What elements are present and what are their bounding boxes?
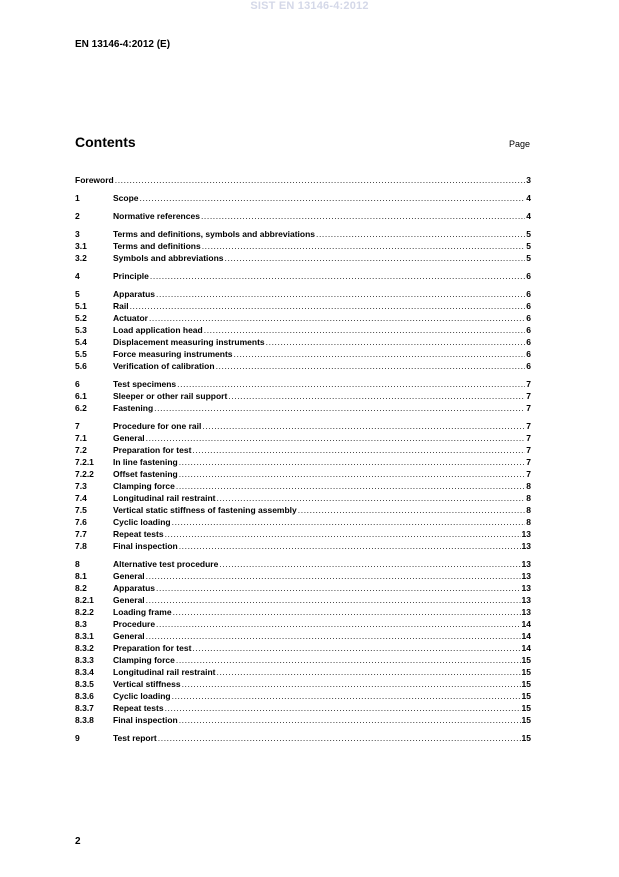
toc-entry-page: 15 bbox=[521, 703, 531, 713]
toc-entry[interactable] bbox=[75, 642, 531, 654]
toc-entry-title: Preparation for test bbox=[113, 445, 192, 455]
toc-entry[interactable] bbox=[75, 402, 531, 414]
toc-entry-number: 7.8 bbox=[75, 541, 87, 551]
toc-entry-number: 5.5 bbox=[75, 349, 87, 359]
toc-entry[interactable] bbox=[75, 390, 531, 402]
toc-entry-page: 13 bbox=[521, 571, 531, 581]
toc-entry-page: 14 bbox=[521, 619, 531, 629]
toc-entry[interactable] bbox=[75, 528, 531, 540]
toc-entry-title: Alternative test procedure bbox=[113, 559, 219, 569]
toc-entry-number: 3.2 bbox=[75, 253, 87, 263]
toc-entry[interactable] bbox=[75, 456, 531, 468]
toc-entry-title: Load application head bbox=[113, 325, 203, 335]
toc-entry[interactable] bbox=[75, 324, 531, 336]
toc-entry-title: In line fastening bbox=[113, 457, 178, 467]
toc-entry[interactable] bbox=[75, 606, 531, 618]
toc-entry-title: Verification of calibration bbox=[113, 361, 215, 371]
toc-entry[interactable] bbox=[75, 618, 531, 630]
toc-entry-title: General bbox=[113, 595, 145, 605]
toc-entry-number: 6.2 bbox=[75, 403, 87, 413]
toc-entry-page: 8 bbox=[526, 481, 531, 491]
toc-entry-number: 8.3 bbox=[75, 619, 87, 629]
toc-leader-dots bbox=[149, 312, 525, 324]
toc-entry-page: 7 bbox=[526, 469, 531, 479]
toc-entry-title: Principle bbox=[113, 271, 149, 281]
toc-entry-number: 7.2.1 bbox=[75, 457, 94, 467]
toc-entry[interactable] bbox=[75, 312, 531, 324]
toc-entry-page: 8 bbox=[526, 493, 531, 503]
toc-leader-dots bbox=[225, 252, 526, 264]
toc-entry-page: 6 bbox=[526, 271, 531, 281]
toc-leader-dots bbox=[179, 540, 521, 552]
toc-entry-number: 8 bbox=[75, 559, 80, 569]
toc-entry[interactable] bbox=[75, 714, 531, 726]
toc-entry[interactable] bbox=[75, 516, 531, 528]
toc-leader-dots bbox=[266, 336, 526, 348]
toc-entry-page: 6 bbox=[526, 325, 531, 335]
toc-entry-title: Force measuring instruments bbox=[113, 349, 233, 359]
toc-entry-title: Displacement measuring instruments bbox=[113, 337, 265, 347]
toc-entry-title: Longitudinal rail restraint bbox=[113, 493, 216, 503]
toc-entry-page: 5 bbox=[526, 229, 531, 239]
toc-leader-dots bbox=[316, 228, 525, 240]
toc-entry-number: 8.3.6 bbox=[75, 691, 94, 701]
toc-entry-page: 3 bbox=[526, 175, 531, 185]
toc-entry-page: 15 bbox=[521, 679, 531, 689]
toc-leader-dots bbox=[172, 516, 526, 528]
toc-entry-page: 7 bbox=[526, 457, 531, 467]
toc-leader-dots bbox=[154, 402, 525, 414]
toc-entry-page: 7 bbox=[526, 391, 531, 401]
toc-leader-dots bbox=[179, 714, 521, 726]
toc-entry-title: Foreword bbox=[75, 175, 114, 185]
toc-entry-number: 8.3.1 bbox=[75, 631, 94, 641]
toc-entry-number: 2 bbox=[75, 211, 80, 221]
toc-entry-number: 5.2 bbox=[75, 313, 87, 323]
toc-leader-dots bbox=[192, 444, 525, 456]
toc-entry[interactable] bbox=[75, 678, 531, 690]
toc-entry-title: Apparatus bbox=[113, 289, 156, 299]
toc-entry-title: Vertical stiffness bbox=[113, 679, 181, 689]
toc-entry-page: 7 bbox=[526, 433, 531, 443]
toc-entry-page: 7 bbox=[526, 379, 531, 389]
toc-entry[interactable] bbox=[75, 378, 531, 390]
toc-entry-page: 13 bbox=[521, 607, 531, 617]
toc-entry-number: 8.3.2 bbox=[75, 643, 94, 653]
toc-entry-number: 7.1 bbox=[75, 433, 87, 443]
toc-leader-dots bbox=[234, 348, 526, 360]
toc-entry-page: 5 bbox=[526, 241, 531, 251]
toc-entry-title: Terms and definitions bbox=[113, 241, 201, 251]
toc-entry-title: General bbox=[113, 631, 145, 641]
toc-entry[interactable] bbox=[75, 480, 531, 492]
toc-entry-number: 7.4 bbox=[75, 493, 87, 503]
toc-entry[interactable] bbox=[75, 240, 531, 252]
toc-entry[interactable] bbox=[75, 210, 531, 222]
toc-leader-dots bbox=[219, 558, 520, 570]
toc-entry-number: 9 bbox=[75, 733, 80, 743]
toc-entry-title: Symbols and abbreviations bbox=[113, 253, 224, 263]
toc-entry-number: 5.6 bbox=[75, 361, 87, 371]
table-of-contents bbox=[75, 174, 531, 744]
toc-entry-number: 8.3.3 bbox=[75, 655, 94, 665]
toc-entry[interactable] bbox=[75, 540, 531, 552]
toc-leader-dots bbox=[204, 324, 526, 336]
toc-leader-dots bbox=[179, 468, 526, 480]
toc-entry-page: 4 bbox=[526, 193, 531, 203]
toc-entry-title: Repeat tests bbox=[113, 529, 164, 539]
toc-entry-page: 13 bbox=[521, 559, 531, 569]
toc-entry-page: 4 bbox=[526, 211, 531, 221]
toc-entry-title: Repeat tests bbox=[113, 703, 164, 713]
toc-entry-page: 5 bbox=[526, 253, 531, 263]
toc-entry[interactable] bbox=[75, 432, 531, 444]
toc-entry-title: General bbox=[113, 433, 145, 443]
toc-entry-page: 7 bbox=[526, 421, 531, 431]
toc-entry[interactable] bbox=[75, 360, 531, 372]
toc-entry-title: Rail bbox=[113, 301, 129, 311]
toc-entry-page: 6 bbox=[526, 361, 531, 371]
toc-leader-dots bbox=[172, 690, 521, 702]
toc-leader-dots bbox=[228, 390, 525, 402]
toc-entry[interactable] bbox=[75, 690, 531, 702]
toc-leader-dots bbox=[192, 642, 520, 654]
toc-entry-page: 6 bbox=[526, 313, 531, 323]
toc-leader-dots bbox=[173, 606, 521, 618]
toc-leader-dots bbox=[216, 666, 520, 678]
toc-entry-number: 7.5 bbox=[75, 505, 87, 515]
toc-entry-title: General bbox=[113, 571, 145, 581]
toc-entry-number: 5.4 bbox=[75, 337, 87, 347]
toc-entry-title: Normative references bbox=[113, 211, 200, 221]
toc-entry-title: Cyclic loading bbox=[113, 691, 171, 701]
toc-entry[interactable] bbox=[75, 558, 531, 570]
toc-entry-title: Preparation for test bbox=[113, 643, 192, 653]
toc-leader-dots bbox=[216, 360, 526, 372]
toc-entry-number: 6.1 bbox=[75, 391, 87, 401]
toc-entry-title: Apparatus bbox=[113, 583, 156, 593]
toc-leader-dots bbox=[156, 288, 525, 300]
toc-entry-number: 7 bbox=[75, 421, 80, 431]
toc-entry-page: 15 bbox=[521, 667, 531, 677]
toc-leader-dots bbox=[182, 678, 521, 690]
toc-leader-dots bbox=[130, 300, 526, 312]
toc-entry[interactable] bbox=[75, 444, 531, 456]
toc-entry-title: Procedure bbox=[113, 619, 156, 629]
toc-entry-title: Sleeper or other rail support bbox=[113, 391, 228, 401]
toc-leader-dots bbox=[146, 630, 521, 642]
toc-entry[interactable] bbox=[75, 270, 531, 282]
toc-entry-number: 8.3.5 bbox=[75, 679, 94, 689]
toc-entry-page: 6 bbox=[526, 349, 531, 359]
toc-entry-title: Procedure for one rail bbox=[113, 421, 202, 431]
toc-entry-page: 7 bbox=[526, 445, 531, 455]
toc-entry[interactable] bbox=[75, 666, 531, 678]
toc-leader-dots bbox=[146, 570, 521, 582]
toc-leader-dots bbox=[176, 480, 525, 492]
toc-entry-number: 5 bbox=[75, 289, 80, 299]
toc-entry-number: 8.2 bbox=[75, 583, 87, 593]
toc-entry[interactable] bbox=[75, 570, 531, 582]
toc-entry-number: 5.3 bbox=[75, 325, 87, 335]
toc-entry-page: 6 bbox=[526, 301, 531, 311]
toc-entry-title: Fastening bbox=[113, 403, 154, 413]
toc-entry[interactable] bbox=[75, 468, 531, 480]
toc-entry-number: 7.2 bbox=[75, 445, 87, 455]
toc-entry[interactable] bbox=[75, 702, 531, 714]
toc-entry-number: 1 bbox=[75, 193, 80, 203]
toc-leader-dots bbox=[216, 492, 525, 504]
toc-leader-dots bbox=[156, 618, 520, 630]
toc-leader-dots bbox=[146, 594, 521, 606]
toc-entry-number: 8.2.1 bbox=[75, 595, 94, 605]
toc-leader-dots bbox=[146, 432, 526, 444]
toc-entry[interactable] bbox=[75, 732, 531, 744]
toc-entry-page: 14 bbox=[521, 643, 531, 653]
page-title: Contents bbox=[75, 134, 136, 150]
toc-leader-dots bbox=[298, 504, 526, 516]
toc-entry-number: 8.1 bbox=[75, 571, 87, 581]
toc-entry-number: 3 bbox=[75, 229, 80, 239]
toc-entry-page: 15 bbox=[521, 715, 531, 725]
toc-entry-number: 7.6 bbox=[75, 517, 87, 527]
toc-entry-title: Final inspection bbox=[113, 541, 178, 551]
toc-entry-number: 8.2.2 bbox=[75, 607, 94, 617]
toc-entry-page: 8 bbox=[526, 505, 531, 515]
toc-entry-number: 7.3 bbox=[75, 481, 87, 491]
toc-entry-number: 5.1 bbox=[75, 301, 87, 311]
toc-leader-dots bbox=[176, 654, 521, 666]
toc-leader-dots bbox=[202, 240, 526, 252]
toc-entry-page: 13 bbox=[521, 529, 531, 539]
toc-entry-page: 13 bbox=[521, 541, 531, 551]
toc-entry-number: 8.3.7 bbox=[75, 703, 94, 713]
watermark: SIST EN 13146-4:2012 bbox=[250, 0, 369, 12]
toc-leader-dots bbox=[177, 378, 525, 390]
toc-entry-title: Longitudinal rail restraint bbox=[113, 667, 216, 677]
toc-entry-page: 13 bbox=[521, 583, 531, 593]
toc-entry[interactable] bbox=[75, 228, 531, 240]
toc-entry-title: Scope bbox=[113, 193, 139, 203]
toc-entry-title: Actuator bbox=[113, 313, 148, 323]
toc-entry[interactable] bbox=[75, 192, 531, 204]
toc-entry-page: 13 bbox=[521, 595, 531, 605]
toc-entry-page: 8 bbox=[526, 517, 531, 527]
toc-entry[interactable] bbox=[75, 582, 531, 594]
toc-entry[interactable] bbox=[75, 252, 531, 264]
document-id: EN 13146-4:2012 (E) bbox=[75, 39, 171, 50]
toc-entry-title: Vertical static stiffness of fastening assembly bbox=[113, 505, 297, 515]
toc-entry[interactable] bbox=[75, 630, 531, 642]
toc-entry-number: 7.2.2 bbox=[75, 469, 94, 479]
toc-leader-dots bbox=[202, 420, 525, 432]
toc-leader-dots bbox=[165, 702, 521, 714]
toc-entry-title: Final inspection bbox=[113, 715, 178, 725]
toc-leader-dots bbox=[201, 210, 525, 222]
page-column-label: Page bbox=[509, 139, 531, 149]
toc-leader-dots bbox=[150, 270, 525, 282]
toc-entry[interactable] bbox=[75, 420, 531, 432]
toc-entry-number: 8.3.4 bbox=[75, 667, 94, 677]
toc-entry[interactable] bbox=[75, 504, 531, 516]
toc-entry[interactable] bbox=[75, 288, 531, 300]
toc-entry[interactable] bbox=[75, 492, 531, 504]
toc-leader-dots bbox=[140, 192, 526, 204]
toc-entry-number: 4 bbox=[75, 271, 80, 281]
toc-entry-title: Clamping force bbox=[113, 655, 175, 665]
toc-leader-dots bbox=[165, 528, 521, 540]
toc-entry-number: 6 bbox=[75, 379, 80, 389]
toc-entry-page: 15 bbox=[521, 691, 531, 701]
toc-entry-title: Loading frame bbox=[113, 607, 172, 617]
toc-entry-page: 6 bbox=[526, 289, 531, 299]
toc-entry-page: 15 bbox=[521, 655, 531, 665]
toc-entry-title: Test specimens bbox=[113, 379, 177, 389]
toc-entry-number: 3.1 bbox=[75, 241, 87, 251]
toc-entry[interactable] bbox=[75, 654, 531, 666]
toc-entry-title: Clamping force bbox=[113, 481, 175, 491]
toc-leader-dots bbox=[158, 732, 521, 744]
toc-entry[interactable] bbox=[75, 348, 531, 360]
toc-leader-dots bbox=[156, 582, 520, 594]
toc-entry[interactable] bbox=[75, 300, 531, 312]
toc-entry[interactable] bbox=[75, 336, 531, 348]
toc-entry-page: 15 bbox=[521, 733, 531, 743]
toc-leader-dots bbox=[115, 174, 526, 186]
toc-entry-page: 7 bbox=[526, 403, 531, 413]
toc-entry[interactable] bbox=[75, 594, 531, 606]
toc-entry-title: Test report bbox=[113, 733, 157, 743]
toc-entry-page: 6 bbox=[526, 337, 531, 347]
toc-entry-number: 7.7 bbox=[75, 529, 87, 539]
toc-entry[interactable] bbox=[75, 174, 531, 186]
toc-entry-title: Cyclic loading bbox=[113, 517, 171, 527]
toc-entry-number: 8.3.8 bbox=[75, 715, 94, 725]
toc-entry-title: Terms and definitions, symbols and abbreviations bbox=[113, 229, 315, 239]
toc-entry-page: 14 bbox=[521, 631, 531, 641]
toc-leader-dots bbox=[179, 456, 526, 468]
page-number: 2 bbox=[75, 836, 81, 847]
toc-entry-title: Offset fastening bbox=[113, 469, 178, 479]
